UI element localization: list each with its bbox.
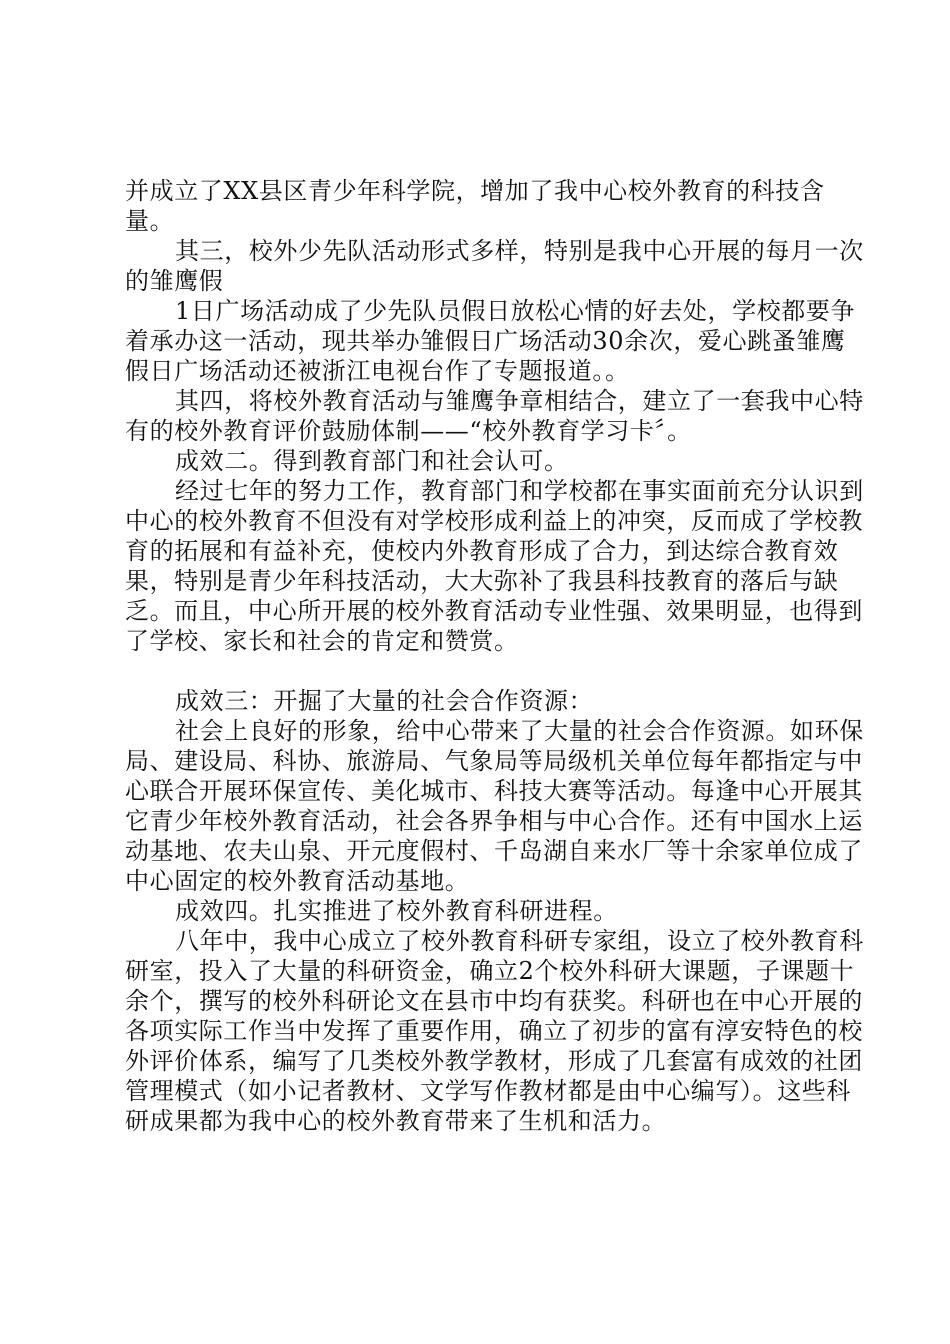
- paragraph-continuation: 并成立了XX县区青少年科学院，增加了我中心校外教育的科技含量。: [125, 177, 825, 235]
- paragraph-square-activity: 1日广场活动成了少先队员假日放松心情的好去处，学校都要争着承办这一活动，现共举办雏假日广场活动30余次，爱心跳蚤雏鹰假日广场活动还被浙江电视台作了专题报道。。: [125, 297, 856, 385]
- paragraph-spacer: [125, 656, 865, 686]
- document-body: [125, 176, 865, 1136]
- paragraph-result-three-body: 社会上良好的形象，给中心带来了大量的社会合作资源。如环保局、建设局、科协、旅游局、气象局等局级机关单位每年都指定与中心联合开展环保宣传、美化城市、科技大赛等活动。每逢中心开展其它青少年校外教育活动，社会各界争相与中心合作。还有中国水上运动基地、农夫山泉、开元度假村、千岛湖自来水厂等十余家单位成了中心固定的校外教育活动基地。: [125, 717, 864, 895]
- heading-result-two: 成效二。得到教育部门和社会认可。: [175, 447, 569, 475]
- heading-result-four: 成效四。扎实推进了校外教育科研进程。: [175, 897, 618, 925]
- paragraph-point-three: 其三，校外少先队活动形式多样，特别是我中心开展的每月一次的雏鹰假: [125, 237, 864, 295]
- paragraph-result-four-body: 八年中，我中心成立了校外教育科研专家组，设立了校外教育科研室，投入了大量的科研资金，确立2个校外科研大课题，子课题十余个，撰写的校外科研论文在县市中均有获奖。科研也在中心开展的各项实际工作当中发挥了重要作用，确立了初步的富有淳安特色的校外评价体系，编写了几类校外教学教材，形成了几套富有成效的社团管理模式（如小记者教材、文学写作教材都是由中心编写）。这些科研成果都为我中心的校外教育带来了生机和活力。: [125, 927, 864, 1135]
- paragraph-point-four: 其四，将校外教育活动与雏鹰争章相结合，建立了一套我中心特有的校外教育评价鼓励体制——“校外教育学习卡〞。: [125, 387, 864, 445]
- paragraph-result-two-body: 经过七年的努力工作，教育部门和学校都在事实面前充分认识到中心的校外教育不但没有对学校形成利益上的冲突，反而成了学校教育的拓展和有益补充，使校内外教育形成了合力，到达综合教育效果，特别是青少年科技活动，大大弥补了我县科技教育的落后与缺乏。而且，中心所开展的校外教育活动专业性强、效果明显，也得到了学校、家长和社会的肯定和赞赏。: [125, 477, 864, 655]
- heading-result-three: 成效三：开掘了大量的社会合作资源：: [175, 687, 594, 715]
